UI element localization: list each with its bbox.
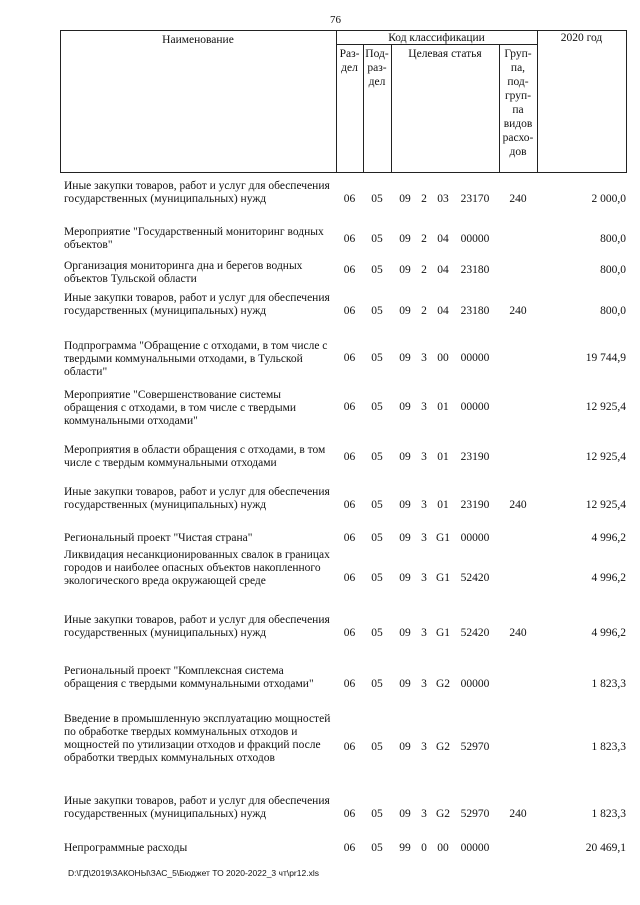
table-row (0, 260, 640, 288)
row-target-2: 3 (421, 741, 427, 753)
row-target-2: 3 (421, 352, 427, 364)
row-razdel: 06 (343, 808, 356, 820)
row-target-4: 23190 (460, 499, 490, 511)
row-razdel: 06 (343, 401, 356, 413)
row-amount: 12 925,4 (585, 451, 626, 463)
row-razdel: 06 (343, 678, 356, 690)
row-name: Организация мониторинга дна и берегов водных объектов Тульской области (64, 260, 303, 285)
row-target-1: 09 (399, 741, 411, 753)
row-target-2: 3 (421, 678, 427, 690)
row-amount: 4 996,2 (591, 572, 626, 584)
row-target-4: 52970 (460, 808, 490, 820)
header-target: Целевая статья (408, 48, 482, 60)
row-name: Подпрограмма "Обращение с отходами, в том числе с твердыми коммунальными отходами, в Тульской области" (64, 340, 328, 378)
header-left-border (60, 30, 61, 173)
row-target-1: 09 (399, 193, 411, 205)
row-podrazdel: 05 (371, 233, 383, 245)
row-podrazdel: 05 (371, 401, 383, 413)
row-target-2: 2 (421, 305, 427, 317)
row-group: 240 (509, 808, 527, 820)
row-target-1: 09 (399, 233, 411, 245)
table-row (0, 389, 640, 433)
row-target-2: 2 (421, 233, 427, 245)
row-group: 240 (509, 193, 527, 205)
row-target-1: 09 (399, 532, 411, 544)
row-target-4: 00000 (460, 401, 490, 413)
row-name: Мероприятие "Совершенствование системы обращения с отходами, в том числе с твердыми коммунальными отходами" (64, 389, 297, 427)
row-target-1: 09 (399, 352, 411, 364)
row-razdel: 06 (343, 451, 356, 463)
row-name: Мероприятия в области обращения с отходами, в том числе с твердым коммунальными отходами (64, 444, 326, 469)
header-group: Груп- па, под- груп- па видов расхо- дов (502, 48, 534, 158)
row-target-2: 3 (421, 499, 427, 511)
row-target-2: 3 (421, 401, 427, 413)
row-target-1: 09 (399, 808, 411, 820)
table-row (0, 226, 640, 254)
row-razdel: 06 (343, 305, 356, 317)
row-amount: 12 925,4 (585, 401, 626, 413)
row-target-3: 01 (437, 401, 449, 413)
row-target-4: 23180 (460, 305, 490, 317)
row-amount: 800,0 (600, 264, 626, 276)
row-name: Иные закупки товаров, работ и услуг для обеспечения государственных (муниципальных) нужд (64, 795, 330, 820)
file-path-footer: D:\ГД\2019\ЗАКОНЫ\ЗАС_5\Бюджет ТО 2020-2022_3 чт\pr12.xls (68, 868, 319, 878)
row-target-3: 04 (437, 305, 449, 317)
row-target-3: 01 (437, 499, 449, 511)
row-podrazdel: 05 (371, 808, 383, 820)
table-row (0, 340, 640, 384)
header-col-divider-5 (537, 30, 538, 173)
row-target-2: 0 (421, 842, 427, 854)
row-amount: 20 469,1 (585, 842, 626, 854)
row-target-4: 52970 (460, 741, 490, 753)
row-amount: 12 925,4 (585, 499, 626, 511)
row-target-3: 00 (437, 842, 449, 854)
row-target-3: 00 (437, 352, 449, 364)
row-amount: 1 823,3 (591, 808, 626, 820)
row-name: Иные закупки товаров, работ и услуг для обеспечения государственных (муниципальных) нужд (64, 292, 330, 317)
row-name: Введение в промышленную эксплуатацию мощностей по обработке твердых коммунальных отходов и мощностей по утилизации отходов и фракций после обработки твердых коммунальных отходов (64, 713, 331, 764)
row-target-3: G1 (435, 627, 451, 639)
row-target-3: G1 (435, 572, 451, 584)
row-target-4: 23190 (460, 451, 490, 463)
row-target-1: 09 (399, 305, 411, 317)
row-name: Мероприятие "Государственный мониторинг водных объектов" (64, 226, 324, 251)
row-podrazdel: 05 (371, 741, 383, 753)
row-podrazdel: 05 (371, 842, 383, 854)
row-target-4: 52420 (460, 627, 490, 639)
header-code-group: Код классификации (388, 32, 485, 44)
row-target-4: 00000 (460, 233, 490, 245)
row-target-3: G2 (435, 678, 451, 690)
row-target-3: 04 (437, 233, 449, 245)
row-razdel: 06 (343, 627, 356, 639)
row-podrazdel: 05 (371, 305, 383, 317)
row-target-1: 09 (399, 264, 411, 276)
table-row (0, 486, 640, 528)
row-podrazdel: 05 (371, 264, 383, 276)
row-amount: 800,0 (600, 233, 626, 245)
row-target-4: 00000 (460, 678, 490, 690)
row-target-3: 04 (437, 264, 449, 276)
header-bottom-border (60, 172, 626, 173)
row-amount: 800,0 (600, 305, 626, 317)
row-target-2: 3 (421, 532, 427, 544)
header-razdel: Раз- дел (339, 48, 360, 74)
row-target-1: 09 (399, 572, 411, 584)
row-amount: 1 823,3 (591, 741, 626, 753)
header-name: Наименование (162, 34, 234, 46)
row-target-4: 52420 (460, 572, 490, 584)
row-podrazdel: 05 (371, 451, 383, 463)
row-target-3: 01 (437, 451, 449, 463)
row-name: Иные закупки товаров, работ и услуг для обеспечения государственных (муниципальных) нужд (64, 180, 330, 205)
row-group: 240 (509, 499, 527, 511)
row-target-3: G2 (435, 741, 451, 753)
row-name: Иные закупки товаров, работ и услуг для обеспечения государственных (муниципальных) нужд (64, 614, 330, 639)
row-target-2: 3 (421, 627, 427, 639)
row-target-2: 3 (421, 808, 427, 820)
row-name: Региональный проект "Чистая страна" (64, 532, 253, 544)
row-target-2: 3 (421, 451, 427, 463)
table-row (0, 795, 640, 837)
row-target-3: G2 (435, 808, 451, 820)
header-year: 2020 год (560, 32, 603, 44)
row-razdel: 06 (343, 532, 356, 544)
table-row (0, 842, 640, 858)
table-row (0, 180, 640, 220)
table-row (0, 444, 640, 476)
table-row (0, 665, 640, 709)
row-podrazdel: 05 (371, 532, 383, 544)
header-col-divider-3 (391, 44, 392, 173)
row-razdel: 06 (343, 499, 356, 511)
row-amount: 1 823,3 (591, 678, 626, 690)
row-target-4: 23170 (460, 193, 490, 205)
header-podrazdel: Под- раз- дел (365, 48, 389, 88)
row-razdel: 06 (343, 193, 356, 205)
row-group: 240 (509, 627, 527, 639)
row-group: 240 (509, 305, 527, 317)
row-name: Региональный проект "Комплексная система обращения с твердыми коммунальными отходами" (64, 665, 314, 690)
row-razdel: 06 (343, 264, 356, 276)
row-amount: 4 996,2 (591, 532, 626, 544)
row-podrazdel: 05 (371, 193, 383, 205)
row-target-1: 09 (399, 627, 411, 639)
row-amount: 2 000,0 (591, 193, 626, 205)
row-target-4: 23180 (460, 264, 490, 276)
row-target-1: 99 (399, 842, 411, 854)
row-target-2: 3 (421, 572, 427, 584)
row-podrazdel: 05 (371, 499, 383, 511)
row-razdel: 06 (343, 352, 356, 364)
row-target-3: G1 (435, 532, 451, 544)
row-razdel: 06 (343, 842, 356, 854)
row-name: Непрограммные расходы (64, 842, 188, 854)
row-razdel: 06 (343, 233, 356, 245)
row-target-2: 2 (421, 193, 427, 205)
row-target-4: 00000 (460, 352, 490, 364)
table-row (0, 292, 640, 334)
row-target-3: 03 (437, 193, 449, 205)
row-name: Иные закупки товаров, работ и услуг для обеспечения государственных (муниципальных) нужд (64, 486, 330, 511)
row-target-4: 00000 (460, 842, 490, 854)
row-target-2: 2 (421, 264, 427, 276)
table-row (0, 549, 640, 607)
row-podrazdel: 05 (371, 572, 383, 584)
row-razdel: 06 (343, 741, 356, 753)
row-name: Ликвидация несанкционированных свалок в границах городов и наиболее опасных объектов накопленного экологического вреда окружающей среде (64, 549, 330, 587)
row-podrazdel: 05 (371, 352, 383, 364)
row-target-1: 09 (399, 678, 411, 690)
table-row (0, 614, 640, 658)
row-podrazdel: 05 (371, 678, 383, 690)
header-right-border (626, 30, 627, 173)
page-number: 76 (330, 14, 341, 26)
row-target-1: 09 (399, 451, 411, 463)
row-amount: 4 996,2 (591, 627, 626, 639)
table-row (0, 532, 640, 548)
table-row (0, 713, 640, 789)
row-razdel: 06 (343, 572, 356, 584)
row-target-1: 09 (399, 499, 411, 511)
row-podrazdel: 05 (371, 627, 383, 639)
row-target-1: 09 (399, 401, 411, 413)
row-amount: 19 744,9 (585, 352, 626, 364)
row-target-4: 00000 (460, 532, 490, 544)
